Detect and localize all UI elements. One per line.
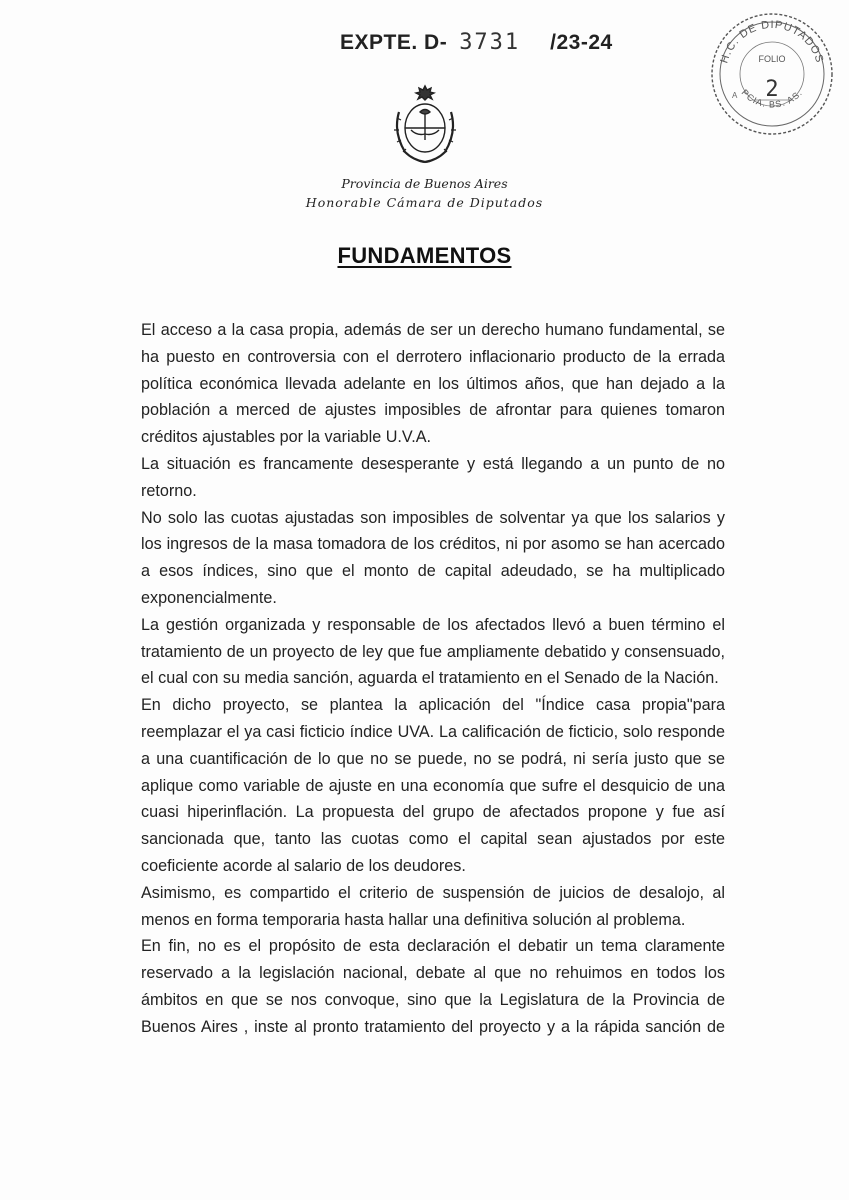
paragraph: Asimismo, es compartido el criterio de suspensión de juicios de desalojo, al menos en forma temporaria hasta hallar una definitiva solución al problema.	[141, 883, 725, 929]
coat-of-arms-icon	[389, 82, 461, 166]
paragraph: En dicho proyecto, se plantea la aplicación del "Índice casa propia"para reemplazar el ya casi ficticio índice UVA. La calificación de ficticio, solo responde a una cuantificación de lo que no se puede, no se podrá, ni sería justo que se aplique como variable de ajuste en una economía que sufre el desquicio de una cuasi hiperinflación. La propuesta del grupo de afectados propone y fue así sancionada que, tanto las cuotas como el capital sean ajustados por este coeficiente acorde al salario de los deudores.	[141, 696, 725, 875]
paragraph: La situación es francamente desesperante y está llegando a un punto de no retorno.	[141, 454, 725, 500]
file-number-handwritten: 3731	[459, 30, 521, 55]
stamp-top-text: H.C. DE DIPUTADOS	[718, 18, 826, 65]
stamp-folio-number: 2	[765, 77, 779, 102]
institution-line-province: Provincia de Buenos Aires	[341, 176, 508, 191]
stamp-side-letter: A	[732, 91, 738, 100]
file-number-prefix: EXPTE. D-	[340, 31, 448, 54]
document-title: FUNDAMENTOS	[337, 243, 512, 268]
file-number	[340, 30, 613, 55]
paragraph: La gestión organizada y responsable de los afectados llevó a buen término el tratamiento de un proyecto de ley que fue ampliamente debatido y consensuado, el cual con su media sanción, aguarda el tratamiento en el Senado de la Nación.	[141, 615, 725, 688]
stamp-bottom-text: PCIA. BS. AS.	[739, 87, 805, 110]
institution-header	[0, 174, 849, 212]
paragraph: En fin, no es el propósito de esta declaración el debatir un tema claramente reservado a la legislación nacional, debate al que no rehuimos en todos los ámbitos en que se nos convoque, sino que la Legislatura de la Provincia de Buenos Aires , inste al pronto tratamiento del proyecto y a la rápida sanción de	[141, 937, 725, 1036]
stamp-label: FOLIO	[758, 54, 786, 64]
document-body	[141, 317, 725, 1041]
paragraph: El acceso a la casa propia, además de ser un derecho humano fundamental, se ha puesto en controversia con el derrotero inflacionario producto de la errada política económica llevada adelante en los últimos años, que han dejado a la población a merced de ajustes imposibles de afrontar para quienes tomaron créditos ajustables por la variable U.V.A.	[141, 321, 725, 447]
folio-stamp	[708, 10, 836, 138]
paragraph: No solo las cuotas ajustadas son imposibles de solventar ya que los salarios y los ingresos de la masa tomadora de los créditos, ni por asomo se han acercado a esos índices, sino que el monto de capital adeudado, se ha multiplicado exponencialmente.	[141, 508, 725, 607]
file-number-suffix: /23-24	[550, 31, 613, 54]
institution-line-chamber: Honorable Cámara de Diputados	[305, 195, 544, 210]
